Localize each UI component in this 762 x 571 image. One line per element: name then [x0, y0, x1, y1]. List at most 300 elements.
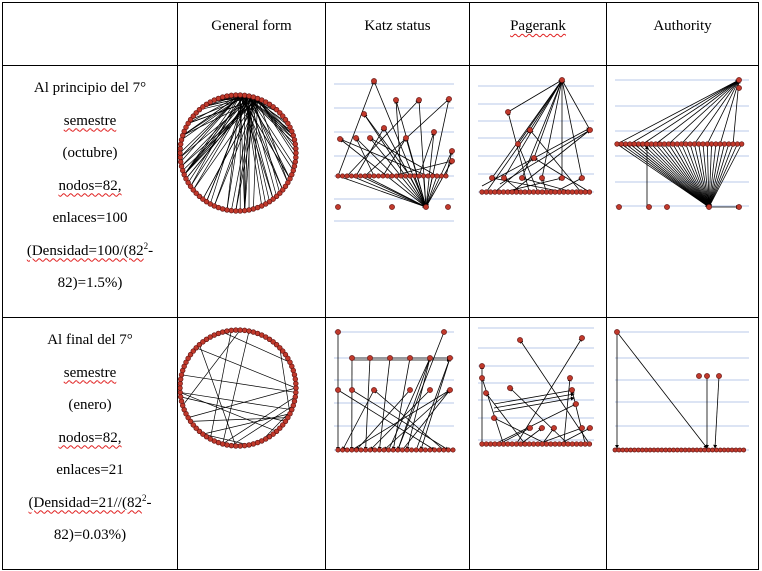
graph-node	[359, 448, 363, 452]
graph-node	[178, 155, 183, 160]
graph-node	[233, 209, 238, 214]
graph-node	[553, 190, 558, 195]
graph-node	[653, 142, 658, 147]
graph-edge	[364, 114, 410, 176]
graph-node	[437, 448, 441, 452]
graph-node	[561, 442, 566, 447]
graph-node	[336, 448, 340, 452]
graph-node	[251, 207, 256, 212]
graph-node	[736, 77, 741, 82]
graph-node	[293, 394, 298, 399]
graph-node	[701, 142, 706, 147]
graph-node	[394, 174, 398, 178]
graph-node	[385, 174, 389, 178]
graph-node	[619, 142, 624, 147]
graph-node	[335, 204, 340, 209]
graph-node	[480, 190, 485, 195]
graph-node	[510, 190, 515, 195]
graph-node	[523, 190, 528, 195]
graph-node	[493, 442, 498, 447]
graph-node	[587, 127, 592, 132]
graph-edge	[617, 332, 707, 448]
graph-node	[428, 448, 432, 452]
graph-edge	[669, 80, 739, 144]
graph-node	[739, 142, 744, 147]
katz-graph-january	[326, 318, 470, 570]
graph-node	[742, 448, 746, 452]
graph-node	[628, 142, 633, 147]
graph-node	[403, 174, 407, 178]
graph-node	[488, 190, 493, 195]
graph-node	[484, 190, 489, 195]
header-general-form: General form	[178, 3, 326, 66]
graph-node	[408, 174, 412, 178]
graph-node	[684, 142, 689, 147]
graph-node	[519, 175, 524, 180]
graph-node	[539, 425, 544, 430]
graph-node	[574, 442, 579, 447]
graph-node	[416, 97, 421, 102]
graph-node	[376, 174, 380, 178]
graph-node	[570, 442, 575, 447]
graph-node	[587, 425, 592, 430]
graph-node	[381, 125, 386, 130]
graph-node	[292, 372, 297, 377]
graph-node	[293, 155, 298, 160]
row-label-october: Al principio del 7° semestre (octubre) nodos=82, enlaces=100 ($Densidad=100/(82^2-$ 82)=1.5%)	[3, 66, 178, 318]
graph-node	[442, 448, 446, 452]
graph-node	[389, 204, 394, 209]
graph-node	[567, 375, 572, 380]
graph-node	[527, 127, 532, 132]
graph-node	[491, 415, 496, 420]
graph-node	[354, 448, 358, 452]
graph-node	[632, 448, 636, 452]
graph-node	[497, 442, 502, 447]
graph-node	[337, 136, 342, 141]
graph-node	[386, 448, 390, 452]
graph-node	[371, 78, 376, 83]
graph-edge	[356, 138, 426, 207]
graph-node	[431, 129, 436, 134]
graph-edge	[416, 358, 450, 450]
graph-node	[414, 448, 418, 452]
graph-node	[247, 94, 252, 99]
graph-node	[718, 448, 722, 452]
graph-node	[407, 387, 412, 392]
graph-node	[696, 373, 701, 378]
graph-node	[579, 442, 584, 447]
graph-node	[517, 337, 522, 342]
graph-node	[293, 146, 298, 151]
graph-node	[645, 142, 650, 147]
graph-node	[367, 355, 372, 360]
graph-node	[531, 190, 536, 195]
graph-node	[400, 448, 404, 452]
graph-node	[679, 448, 683, 452]
graph-node	[292, 137, 297, 142]
graph-edge	[639, 144, 710, 207]
graph-node	[553, 442, 558, 447]
graph-node	[179, 164, 184, 169]
graph-node	[449, 148, 454, 153]
graph-node	[439, 174, 443, 178]
graph-node	[247, 443, 252, 448]
graph-node	[501, 175, 506, 180]
graph-node	[531, 442, 536, 447]
graph-node	[527, 442, 532, 447]
graph-node	[510, 442, 515, 447]
graph-node	[559, 77, 564, 82]
graph-node	[340, 448, 344, 452]
graph-node	[625, 448, 629, 452]
graph-node	[566, 190, 571, 195]
graph-node	[506, 442, 511, 447]
graph-node	[540, 190, 545, 195]
graph-edge	[262, 410, 292, 441]
authority-layout-graph-october	[607, 66, 758, 318]
graph-node	[427, 387, 432, 392]
graph-node	[229, 208, 234, 213]
graph-node	[641, 142, 646, 147]
katz-layout-graph-october	[326, 66, 469, 318]
graph-node	[335, 329, 340, 334]
graph-node	[387, 355, 392, 360]
graph-node	[687, 448, 691, 452]
graph-node	[640, 448, 644, 452]
graph-node	[707, 448, 711, 452]
graph-node	[736, 204, 741, 209]
graph-node	[515, 141, 520, 146]
graph-node	[349, 174, 353, 178]
graph-node	[238, 209, 243, 214]
graph-node	[449, 158, 454, 163]
graph-edge	[384, 390, 450, 450]
graph-node	[644, 448, 648, 452]
graph-node	[220, 95, 225, 100]
graph-node	[441, 329, 446, 334]
graph-node	[336, 174, 340, 178]
graph-node	[683, 448, 687, 452]
graph-node	[447, 355, 452, 360]
graph-node	[381, 174, 385, 178]
graph-node	[229, 443, 234, 448]
graph-node	[340, 174, 344, 178]
graph-edge	[393, 358, 410, 450]
graph-node	[409, 448, 413, 452]
graph-node	[561, 190, 566, 195]
graph-node	[238, 93, 243, 98]
graph-node	[242, 328, 247, 333]
graph-node	[710, 448, 714, 452]
graph-node	[242, 208, 247, 213]
graph-node	[178, 377, 183, 382]
graph-node	[587, 442, 592, 447]
graph-node	[178, 142, 183, 147]
graph-node	[617, 448, 621, 452]
graph-node	[583, 442, 588, 447]
graph-node	[664, 448, 668, 452]
graph-node	[412, 174, 416, 178]
graph-node	[704, 373, 709, 378]
graph-node	[629, 448, 633, 452]
graph-edge	[562, 80, 590, 130]
graph-edge	[214, 98, 257, 206]
graph-node	[179, 399, 184, 404]
graph-node	[373, 448, 377, 452]
graph-node	[691, 448, 695, 452]
graph-node	[447, 387, 452, 392]
graph-node	[479, 375, 484, 380]
general-form-graph-january	[178, 318, 326, 570]
graph-node	[557, 442, 562, 447]
graph-node	[518, 442, 523, 447]
graph-node	[426, 174, 430, 178]
graph-node	[238, 328, 243, 333]
graph-node	[731, 142, 736, 147]
graph-node	[479, 363, 484, 368]
graph-node	[399, 174, 403, 178]
graph-node	[692, 142, 697, 147]
graph-node	[551, 425, 556, 430]
graph-node	[233, 444, 238, 449]
header-pagerank: Pagerank	[470, 3, 607, 66]
graph-node	[423, 204, 428, 209]
graph-node	[514, 442, 519, 447]
graph-node	[350, 448, 354, 452]
graph-edge	[188, 388, 296, 418]
graph-node	[421, 174, 425, 178]
graph-edge	[694, 80, 739, 144]
graph-node	[293, 159, 298, 164]
graph-node	[178, 381, 183, 386]
header-katz-status: Katz status	[326, 3, 470, 66]
graph-edge	[343, 390, 374, 450]
graph-node	[705, 142, 710, 147]
graph-node	[696, 142, 701, 147]
graph-node	[233, 328, 238, 333]
graph-edge	[682, 80, 740, 144]
graph-node	[489, 175, 494, 180]
graph-node	[358, 174, 362, 178]
graph-node	[540, 442, 545, 447]
graph-node	[446, 448, 450, 452]
graph-node	[225, 443, 230, 448]
graph-node	[377, 448, 381, 452]
graph-node	[566, 442, 571, 447]
graph-node	[446, 96, 451, 101]
graph-node	[229, 93, 234, 98]
graph-node	[579, 335, 584, 340]
graph-node	[695, 448, 699, 452]
graph-node	[621, 448, 625, 452]
graph-edge	[389, 358, 430, 450]
graph-edge	[364, 114, 426, 207]
graph-node	[730, 448, 734, 452]
graph-node	[569, 387, 574, 392]
graph-node	[484, 442, 489, 447]
graph-node	[432, 448, 436, 452]
graph-node	[444, 174, 448, 178]
graph-node	[583, 190, 588, 195]
graph-node	[735, 142, 740, 147]
graph-node	[430, 174, 434, 178]
graph-node	[178, 394, 183, 399]
graph-node	[734, 448, 738, 452]
graph-node	[718, 142, 723, 147]
graph-node	[613, 448, 617, 452]
graph-node	[178, 146, 183, 151]
graph-node	[714, 142, 719, 147]
graph-node	[662, 142, 667, 147]
graph-node	[649, 142, 654, 147]
graph-edge	[492, 80, 562, 178]
graph-node	[345, 174, 349, 178]
graph-node	[445, 204, 450, 209]
graph-node	[247, 208, 252, 213]
graph-node	[544, 442, 549, 447]
graph-node	[393, 97, 398, 102]
graph-node	[178, 390, 183, 395]
graph-node	[579, 190, 584, 195]
graph-node	[405, 448, 409, 452]
graph-node	[671, 142, 676, 147]
graph-node	[570, 190, 575, 195]
graph-node	[736, 85, 741, 90]
graph-node	[523, 442, 528, 447]
graph-node	[391, 448, 395, 452]
graph-node	[652, 448, 656, 452]
graph-node	[361, 111, 366, 116]
graph-node	[579, 175, 584, 180]
graph-node	[363, 174, 367, 178]
authority-graph-january	[607, 318, 759, 570]
graph-node	[559, 175, 564, 180]
graph-edge	[379, 358, 390, 450]
graph-node	[636, 142, 641, 147]
header-empty	[3, 3, 178, 66]
graph-node	[549, 442, 554, 447]
graph-node	[335, 387, 340, 392]
results-table	[2, 2, 759, 570]
graph-node	[660, 448, 664, 452]
graph-edge	[617, 80, 739, 144]
graph-edge	[709, 144, 737, 207]
graph-node	[632, 142, 637, 147]
graph-node	[488, 442, 493, 447]
graph-node	[501, 190, 506, 195]
graph-edge	[356, 138, 374, 176]
graph-node	[664, 204, 669, 209]
graph-edge	[370, 138, 426, 207]
graph-node	[727, 142, 732, 147]
graph-node	[220, 330, 225, 335]
graph-node	[646, 204, 651, 209]
graph-node	[573, 401, 578, 406]
graph-edge	[709, 144, 742, 207]
graph-node	[688, 142, 693, 147]
circle-layout-graph-january	[178, 318, 325, 570]
graph-node	[238, 444, 243, 449]
graph-node	[233, 93, 238, 98]
graph-node	[514, 190, 519, 195]
graph-node	[668, 448, 672, 452]
graph-node	[623, 142, 628, 147]
graph-node	[706, 204, 711, 209]
graph-node	[579, 425, 584, 430]
pagerank-graph-october	[470, 66, 607, 318]
graph-node	[427, 355, 432, 360]
graph-node	[518, 190, 523, 195]
graph-node	[497, 190, 502, 195]
graph-node	[354, 174, 358, 178]
graph-node	[507, 385, 512, 390]
graph-edge	[370, 390, 430, 450]
graph-node	[636, 448, 640, 452]
graph-node	[658, 142, 663, 147]
graph-node	[247, 329, 252, 334]
graph-edge	[508, 80, 562, 112]
graph-node	[574, 190, 579, 195]
graph-node	[435, 174, 439, 178]
graph-node	[293, 390, 298, 395]
graph-edge	[180, 392, 292, 409]
graph-node	[242, 443, 247, 448]
graph-node	[501, 442, 506, 447]
graph-edge	[183, 330, 241, 405]
graph-node	[699, 448, 703, 452]
row-label-january: Al final del 7° semestre (enero) nodos=82, enlaces=21 ($Densidad=21//(82^2-$ 82)=0.03%)	[3, 318, 178, 570]
graph-node	[367, 174, 371, 178]
graph-node	[367, 135, 372, 140]
katz-graph-october	[326, 66, 470, 318]
graph-node	[714, 448, 718, 452]
graph-node	[656, 448, 660, 452]
graph-node	[293, 142, 298, 147]
graph-edge	[656, 80, 739, 144]
graph-node	[293, 381, 298, 386]
graph-node	[396, 448, 400, 452]
graph-node	[368, 448, 372, 452]
graph-node	[666, 142, 671, 147]
graph-node	[353, 135, 358, 140]
header-authority: Authority	[607, 3, 759, 66]
graph-node	[671, 448, 675, 452]
graph-node	[178, 159, 183, 164]
graph-node	[722, 142, 727, 147]
authority-graph-october	[607, 66, 759, 318]
graph-edge	[643, 80, 739, 144]
graph-node	[363, 448, 367, 452]
graph-node	[293, 377, 298, 382]
graph-edge	[508, 112, 529, 192]
graph-node	[390, 174, 394, 178]
graph-node	[716, 373, 721, 378]
graph-node	[294, 151, 299, 156]
graph-node	[225, 329, 230, 334]
graph-node	[419, 448, 423, 452]
graph-edge	[249, 96, 277, 196]
pagerank-layout-graph-january	[470, 318, 606, 570]
pagerank-layout-graph-october	[470, 66, 606, 318]
graph-node	[483, 390, 488, 395]
graph-node	[294, 386, 299, 391]
graph-edge	[562, 80, 582, 178]
graph-edge	[643, 144, 709, 207]
graph-node	[726, 448, 730, 452]
graph-node	[616, 204, 621, 209]
graph-node	[506, 190, 511, 195]
